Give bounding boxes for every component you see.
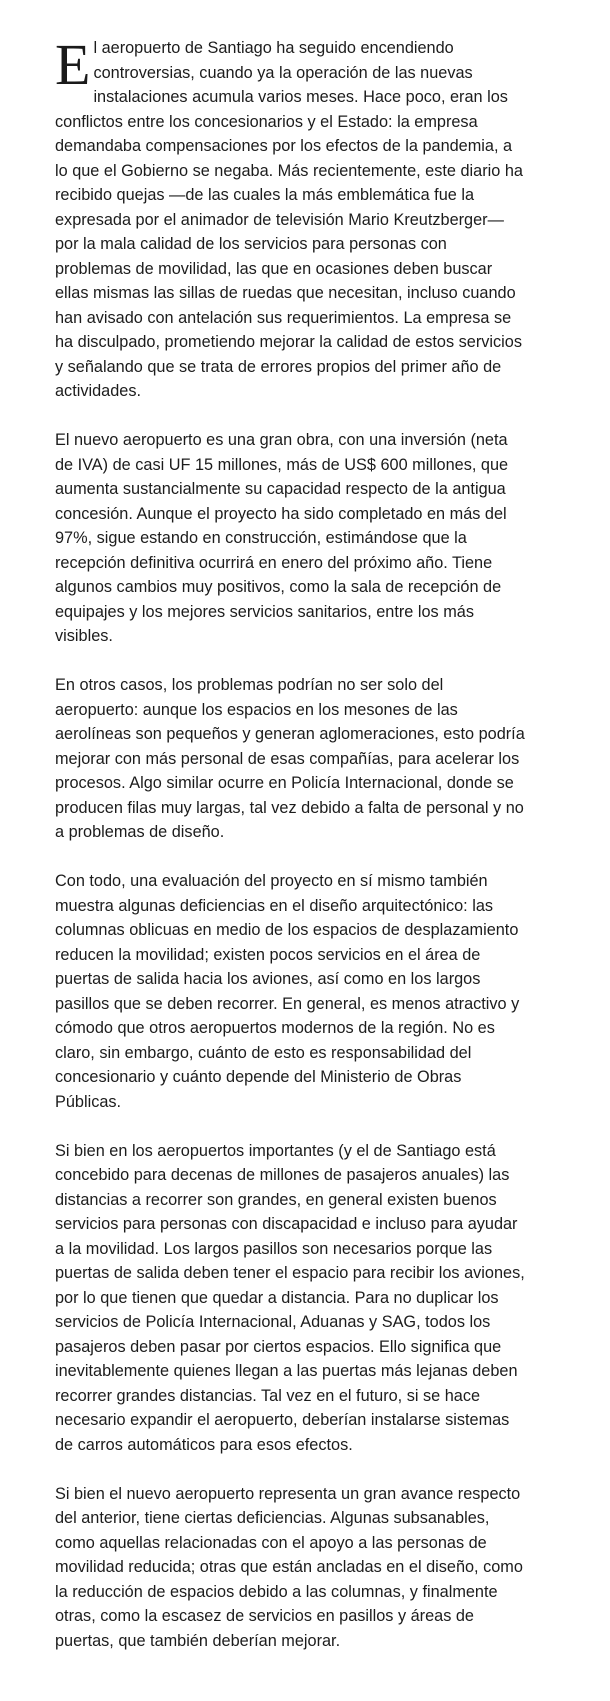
article-paragraph-4: Con todo, una evaluación del proyecto en sí mismo también muestra algunas deficiencias en el diseño arquitectónico: las columnas oblicuas en medio de los espacios de desplazamiento reducen la movilidad; existen pocos servicios en el área de puertas de salida hacia los aviones, así como en los largos pasillos que se deben recorrer. En general, es menos atractivo y cómodo que otros aeropuertos modernos de la región. No es claro, sin embargo, cuánto de esto es responsabilidad del concesionario y cuánto depende del Ministerio de Obras Públicas. — [55, 872, 520, 1111]
drop-cap: E — [55, 32, 91, 97]
article-body — [55, 0, 525, 1678]
article-paragraph-5: Si bien en los aeropuertos importantes (y el de Santiago está concebido para decenas de millones de pasajeros anuales) las distancias a recorrer son grandes, en general existen buenos servicios para personas con discapacidad e incluso para ayudar a la movilidad. Los largos pasillos son necesarios porque las puertas de salida deben tener el espacio para recibir los aviones, por lo que tienen que quedar a distancia. Para no duplicar los servicios de Policía Internacional, Aduanas y SAG, todos los pasajeros deben pasar por ciertos espacios. Ello significa que inevitablemente quienes llegan a las puertas más lejanas deben recorrer grandes distancias. Tal vez en el futuro, si se hace necesario expandir el aeropuerto, deberían instalarse sistemas de carros automáticos para esos efectos. — [55, 1141, 525, 1454]
article-paragraph-3: En otros casos, los problemas podrían no ser solo del aeropuerto: aunque los espacios en los mesones de las aerolíneas son pequeños y generan aglomeraciones, esto podría mejorar con más personal de esas compañías, para acelerar los procesos. Algo similar ocurre en Policía Internacional, donde se producen filas muy largas, tal vez debido a falta de personal y no a problemas de diseño. — [55, 676, 525, 841]
article-paragraph-6: Si bien el nuevo aeropuerto representa un gran avance respecto del anterior, tiene ciertas deficiencias. Algunas subsanables, como aquellas relacionadas con el apoyo a las personas de movilidad reducida; otras que están ancladas en el diseño, como la reducción de espacios debido a las columnas, y finalmente otras, como la escasez de servicios en pasillos y áreas de puertas, que también deberían mejorar. — [55, 1484, 523, 1650]
article-paragraph-1 — [55, 0, 525, 404]
paragraph-text: l aeropuerto de Santiago ha seguido encendiendo controversias, cuando ya la operación de las nuevas instalaciones acumula varios meses. Hace poco, eran los conflictos entre los concesionarios y el Estado: la empresa demandaba compensaciones por los efectos de la pandemia, a lo que el Gobierno se negaba. Más recientemente, este diario ha recibido quejas —de las cuales la más emblemática fue la expresada por el animador de televisión Mario Kreutzberger— por la mala calidad de los servicios para personas con problemas de movilidad, las que en ocasiones deben buscar ellas mismas las sillas de ruedas que necesitan, incluso cuando han avisado con antelación sus requerimientos. La empresa se ha disculpado, prometiendo mejorar la calidad de estos servicios y señalando que se trata de errores propios del primer año de actividades. — [55, 39, 523, 400]
article-paragraph-2: El nuevo aeropuerto es una gran obra, con una inversión (neta de IVA) de casi UF 15 millones, más de US$ 600 millones, que aumenta sustancialmente su capacidad respecto de la antigua concesión. Aunque el proyecto ha sido completado en más del 97%, sigue estando en construcción, estimándose que la recepción definitiva ocurrirá en enero del próximo año. Tiene algunos cambios muy positivos, como la sala de recepción de equipajes y los mejores servicios sanitarios, entre los más visibles. — [55, 431, 509, 645]
